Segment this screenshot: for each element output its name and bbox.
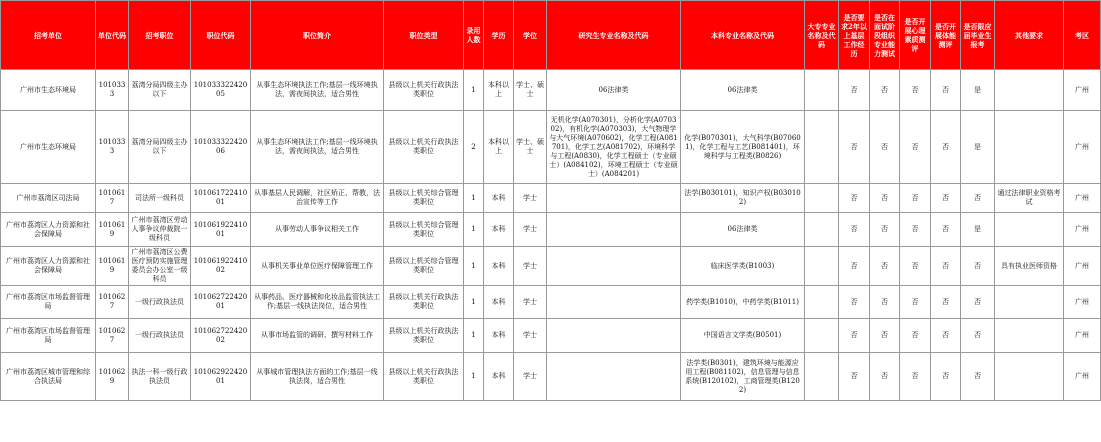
table-cell: 否 xyxy=(839,353,870,401)
table-cell: 广州 xyxy=(1064,286,1101,319)
table-cell: 县级以上机关行政执法类职位 xyxy=(384,353,464,401)
table-cell: 具有执业医师资格 xyxy=(995,247,1064,286)
table-cell: 本科以上 xyxy=(484,70,514,111)
table-cell: 1 xyxy=(464,353,484,401)
table-cell: 10103332242005 xyxy=(191,70,251,111)
table-cell: 县级以上机关行政执法类职位 xyxy=(384,70,464,111)
table-cell: 本科 xyxy=(484,247,514,286)
table-cell: 县级以上机关行政执法类职位 xyxy=(384,319,464,353)
table-cell: 否 xyxy=(931,247,961,286)
table-cell: 一级行政执法员 xyxy=(129,286,191,319)
table-cell: 从事生态环境执法工作;基层一线环境执法，需夜间执法，适合男性 xyxy=(251,111,384,184)
column-header: 招考单位 xyxy=(1,1,96,70)
table-cell: 本科 xyxy=(484,213,514,247)
table-cell xyxy=(547,319,681,353)
table-cell: 否 xyxy=(900,353,931,401)
table-cell: 从事机关事业单位医疗保障管理工作 xyxy=(251,247,384,286)
table-cell xyxy=(995,319,1064,353)
table-cell: 2 xyxy=(464,111,484,184)
table-cell: 学士 xyxy=(514,353,547,401)
table-cell: 县级以上机关行政执法类职位 xyxy=(384,286,464,319)
table-cell xyxy=(995,213,1064,247)
table-cell: 通过法律职业资格考试 xyxy=(995,184,1064,213)
table-cell: 10106272242001 xyxy=(191,286,251,319)
table-cell: 广州市生态环境局 xyxy=(1,111,96,184)
table-cell: 1 xyxy=(464,70,484,111)
table-cell: 否 xyxy=(961,247,995,286)
table-cell xyxy=(547,184,681,213)
table-cell: 否 xyxy=(870,319,900,353)
table-cell: 是 xyxy=(961,70,995,111)
table-cell: 1 xyxy=(464,319,484,353)
table-cell: 否 xyxy=(900,319,931,353)
table-cell: 否 xyxy=(931,70,961,111)
table-cell: 化学(B070301)，大气科学(B070601)，化学工程与工艺(B081401)，环境科学与工程类(B0826) xyxy=(681,111,805,184)
table-cell: 否 xyxy=(870,213,900,247)
table-row xyxy=(1,319,1101,353)
table-cell xyxy=(805,213,839,247)
table-cell: 否 xyxy=(870,70,900,111)
table-cell: 广州市荔湾区劳动人事争议仲裁院一级科员 xyxy=(129,213,191,247)
table-row xyxy=(1,70,1101,111)
table-cell xyxy=(995,353,1064,401)
table-cell: 06法律类 xyxy=(681,213,805,247)
table-cell: 1010629 xyxy=(96,353,129,401)
column-header: 职位类型 xyxy=(384,1,464,70)
table-cell: 从事市场监管的调研、撰写材料工作 xyxy=(251,319,384,353)
table-cell: 司法所一级科员 xyxy=(129,184,191,213)
table-cell: 1010333 xyxy=(96,70,129,111)
table-cell: 否 xyxy=(900,286,931,319)
table-cell: 县级以上机关综合管理类职位 xyxy=(384,184,464,213)
table-cell: 广州 xyxy=(1064,70,1101,111)
table-cell: 06法律类 xyxy=(547,70,681,111)
table-cell: 否 xyxy=(839,286,870,319)
table-cell: 荔湾分局四级主办以下 xyxy=(129,111,191,184)
column-header: 大专专业名称及代码 xyxy=(805,1,839,70)
table-cell: 广州市荔湾区人力资源和社会保障局 xyxy=(1,213,96,247)
table-cell: 临床医学类(B1003) xyxy=(681,247,805,286)
table-cell: 广州市荔湾区城市管理和综合执法局 xyxy=(1,353,96,401)
table-cell: 是 xyxy=(961,213,995,247)
table-cell: 否 xyxy=(839,111,870,184)
column-header: 职位代码 xyxy=(191,1,251,70)
table-cell: 从事生态环境执法工作;基层一线环境执法，需夜间执法，适合男性 xyxy=(251,70,384,111)
table-cell: 否 xyxy=(870,353,900,401)
column-header: 是否开展心理素质测评 xyxy=(900,1,931,70)
column-header: 是否限应届毕业生报考 xyxy=(961,1,995,70)
table-cell: 荔湾分局四级主办以下 xyxy=(129,70,191,111)
table-cell xyxy=(805,286,839,319)
table-cell xyxy=(547,213,681,247)
table-cell: 从事劳动人事争议相关工作 xyxy=(251,213,384,247)
table-cell xyxy=(547,353,681,401)
table-cell: 10106292242001 xyxy=(191,353,251,401)
table-cell xyxy=(805,247,839,286)
column-header: 单位代码 xyxy=(96,1,129,70)
table-cell: 06法律类 xyxy=(681,70,805,111)
table-cell: 否 xyxy=(900,213,931,247)
table-cell xyxy=(995,111,1064,184)
table-row xyxy=(1,247,1101,286)
table-cell: 广州 xyxy=(1064,111,1101,184)
table-cell: 否 xyxy=(931,184,961,213)
table-cell: 药学类(B1010)，中药学类(B1011) xyxy=(681,286,805,319)
table-cell: 执法一科一级行政执法员 xyxy=(129,353,191,401)
table-cell: 一级行政执法员 xyxy=(129,319,191,353)
table-cell: 广州市荔湾区人力资源和社会保障局 xyxy=(1,247,96,286)
table-cell: 否 xyxy=(839,213,870,247)
table-cell: 否 xyxy=(931,213,961,247)
table-cell: 广州 xyxy=(1064,247,1101,286)
column-header: 考区 xyxy=(1064,1,1101,70)
column-header: 是否要求2年以上基层工作经历 xyxy=(839,1,870,70)
table-cell xyxy=(995,70,1064,111)
table-cell: 10103332242006 xyxy=(191,111,251,184)
table-cell: 否 xyxy=(870,286,900,319)
table-cell: 10106192241002 xyxy=(191,247,251,286)
table-cell: 1 xyxy=(464,247,484,286)
header-row xyxy=(1,1,1101,70)
table-cell: 否 xyxy=(961,353,995,401)
table-cell: 否 xyxy=(870,111,900,184)
column-header: 是否在面试阶段组织专业能力测试 xyxy=(870,1,900,70)
table-cell xyxy=(805,319,839,353)
table-cell: 否 xyxy=(961,286,995,319)
table-cell: 1010627 xyxy=(96,319,129,353)
table-cell: 1010627 xyxy=(96,286,129,319)
table-cell: 广州 xyxy=(1064,319,1101,353)
table-cell: 否 xyxy=(931,353,961,401)
table-body xyxy=(1,70,1101,401)
table-cell: 广州 xyxy=(1064,213,1101,247)
table-row xyxy=(1,353,1101,401)
table-cell: 学士 xyxy=(514,213,547,247)
column-header: 招考职位 xyxy=(129,1,191,70)
table-cell: 县级以上机关综合管理类职位 xyxy=(384,213,464,247)
table-cell: 从事药品、医疗器械和化妆品监管执法工作;基层一线执法岗位，适合男性 xyxy=(251,286,384,319)
table-cell: 本科 xyxy=(484,319,514,353)
table-cell: 学士 xyxy=(514,247,547,286)
table-cell: 否 xyxy=(900,111,931,184)
table-cell: 广州 xyxy=(1064,353,1101,401)
table-cell: 否 xyxy=(900,70,931,111)
table-cell xyxy=(547,286,681,319)
table-cell: 否 xyxy=(839,247,870,286)
table-cell: 否 xyxy=(931,111,961,184)
table-cell: 学士 xyxy=(514,319,547,353)
table-cell xyxy=(547,247,681,286)
column-header: 学位 xyxy=(514,1,547,70)
table-cell: 否 xyxy=(839,319,870,353)
table-cell: 否 xyxy=(870,184,900,213)
table-cell: 否 xyxy=(931,286,961,319)
table-cell: 本科 xyxy=(484,353,514,401)
table-cell: 法学(B030101)，知识产权(B030102) xyxy=(681,184,805,213)
table-cell: 1 xyxy=(464,184,484,213)
table-cell: 学士、硕士 xyxy=(514,70,547,111)
table-cell: 广州市荔湾区市场监督管理局 xyxy=(1,319,96,353)
table-cell: 否 xyxy=(839,70,870,111)
table-cell: 1010617 xyxy=(96,184,129,213)
table-cell xyxy=(995,286,1064,319)
table-cell: 学士 xyxy=(514,184,547,213)
table-cell: 无机化学(A070301)，分析化学(A070302)，有机化学(A070303)，大气物理学与大气环境(A070602)，化学工程(A081701)，化学工艺(A081702)，环境科学与工程(A0830)，化学工程硕士（专业硕士）(A084102)，环境工程硕士（专业硕士）(A084201) xyxy=(547,111,681,184)
table-cell: 10106272242002 xyxy=(191,319,251,353)
table-cell: 1 xyxy=(464,286,484,319)
table-cell: 本科 xyxy=(484,286,514,319)
table-cell: 广州市生态环境局 xyxy=(1,70,96,111)
table-cell: 广州市荔湾区司法局 xyxy=(1,184,96,213)
table-cell: 1 xyxy=(464,213,484,247)
table-cell: 否 xyxy=(900,247,931,286)
table-cell: 县级以上机关行政执法类职位 xyxy=(384,111,464,184)
table-cell: 广州 xyxy=(1064,184,1101,213)
table-cell: 1010619 xyxy=(96,213,129,247)
column-header: 其他要求 xyxy=(995,1,1064,70)
table-cell: 中国语言文学类(B0501) xyxy=(681,319,805,353)
table-cell xyxy=(805,70,839,111)
table-cell: 学士 xyxy=(514,286,547,319)
table-cell: 否 xyxy=(900,184,931,213)
table-cell: 10106192241001 xyxy=(191,213,251,247)
column-header: 研究生专业名称及代码 xyxy=(547,1,681,70)
table-cell: 否 xyxy=(870,247,900,286)
table-cell: 广州市荔湾区市场监督管理局 xyxy=(1,286,96,319)
table-cell: 从事城市管理执法方面的工作;基层一线执法岗，适合男性 xyxy=(251,353,384,401)
table-cell: 否 xyxy=(961,319,995,353)
table-row xyxy=(1,184,1101,213)
column-header: 职位简介 xyxy=(251,1,384,70)
column-header: 学历 xyxy=(484,1,514,70)
table-cell: 本科以上 xyxy=(484,111,514,184)
table-cell: 10106172241001 xyxy=(191,184,251,213)
table-cell xyxy=(805,184,839,213)
column-header: 录用人数 xyxy=(464,1,484,70)
table-cell: 本科 xyxy=(484,184,514,213)
table-cell: 1010619 xyxy=(96,247,129,286)
column-header: 是否开展体能测评 xyxy=(931,1,961,70)
table-cell: 学士、硕士 xyxy=(514,111,547,184)
table-cell: 否 xyxy=(961,184,995,213)
table-row xyxy=(1,286,1101,319)
table-cell: 从事基层人民调解，社区矫正、帮教，法治宣传等工作 xyxy=(251,184,384,213)
column-header: 本科专业名称及代码 xyxy=(681,1,805,70)
table-cell: 1010333 xyxy=(96,111,129,184)
table-row xyxy=(1,213,1101,247)
table-row xyxy=(1,111,1101,184)
table-cell: 否 xyxy=(839,184,870,213)
table-cell: 县级以上机关综合管理类职位 xyxy=(384,247,464,286)
table-cell: 广州市荔湾区公费医疗预防实施管理委员会办公室一级科员 xyxy=(129,247,191,286)
table-cell: 法学类(B0301)，建筑环境与能源应用工程(B081102)，信息管理与信息系统(B120102)，工商管理类(B1202) xyxy=(681,353,805,401)
table-cell xyxy=(805,111,839,184)
table-cell: 是 xyxy=(961,111,995,184)
table-cell xyxy=(805,353,839,401)
table-cell: 否 xyxy=(931,319,961,353)
